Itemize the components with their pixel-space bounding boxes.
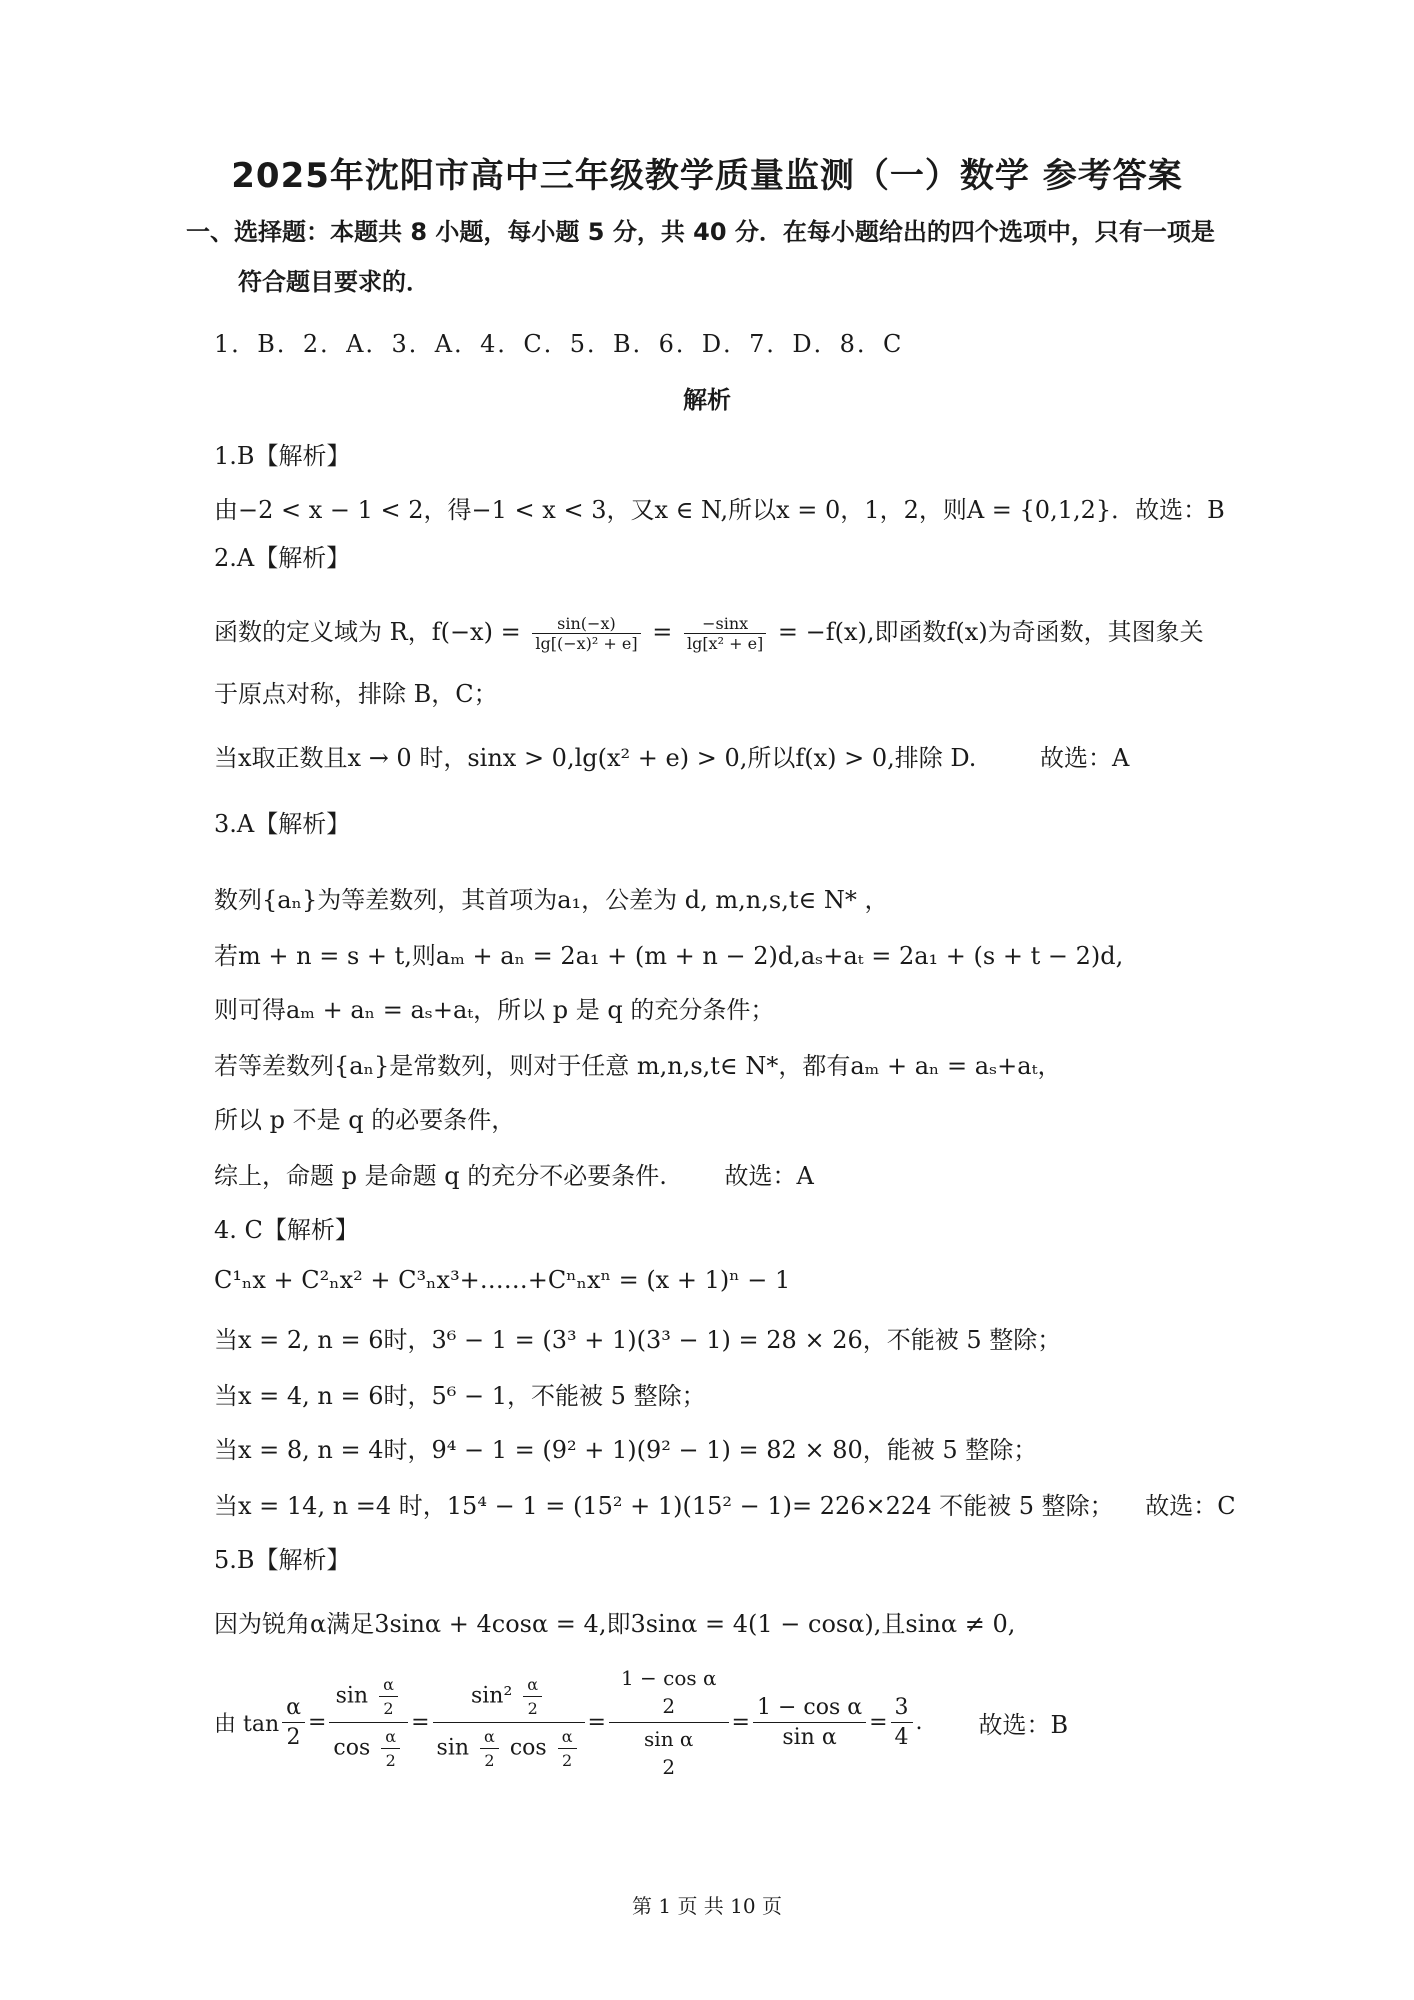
q4-label: 4. C【解析】 [214, 1216, 359, 1244]
q5-eq: = [869, 1710, 888, 1735]
q4-line: C¹ₙx + C²ₙx² + C³ₙx³+……+Cⁿₙxⁿ = (x + 1)ⁿ − 1 [214, 1266, 791, 1294]
q5-inner-frac [617, 1664, 721, 1720]
page-footer: 第 1 页 共 10 页 [632, 1894, 782, 1918]
q5-alpha: α [558, 1725, 577, 1749]
q3-conclusion: 综上，命题 p 是命题 q 的充分不必要条件. [214, 1162, 667, 1190]
q5-frac-result [891, 1693, 913, 1752]
q5-num [329, 1671, 408, 1723]
q4-line: 当x = 2, n = 6时，3⁶ − 1 = (3³ + 1)(3³ − 1) = 28 × 26，不能被 5 整除； [214, 1326, 1062, 1354]
section-heading-line1: 一、选择题：本题共 8 小题，每小题 5 分，共 40 分．在每小题给出的四个选项中，只有一项是 [186, 218, 1215, 246]
q5-inner-frac [480, 1725, 499, 1772]
q3-answer: 故选：A [724, 1162, 814, 1190]
q5-den: 2 [286, 1725, 301, 1750]
q2-frac2-denominator: lg[x² + e] [686, 634, 764, 653]
q5-frac-sin2 [433, 1671, 585, 1774]
q2-equals: = [652, 618, 673, 646]
q4-line: 当x = 4, n = 6时，5⁶ − 1，不能被 5 整除； [214, 1382, 706, 1410]
q5-cos: cos [333, 1735, 371, 1761]
q2-line2: 于原点对称，排除 B，C； [214, 680, 498, 708]
q5-den [329, 1723, 408, 1774]
q5-num: 1 − cos α [753, 1693, 866, 1723]
q4-line: 当x = 8, n = 4时，9⁴ − 1 = (9² + 1)(9² − 1) = 82 × 80，能被 5 整除； [214, 1436, 1038, 1464]
q5-two: 2 [527, 1699, 538, 1718]
q2-answer: 故选：A [1040, 744, 1130, 772]
q5-frac-sin-over-cos [329, 1671, 408, 1774]
q5-sin: sin [335, 1683, 369, 1709]
q5-eq: = [587, 1710, 606, 1735]
q2-line3-text: 当x取正数且x → 0 时，sinx > 0,lg(x² + e) > 0,所以f(x) > 0,排除 D. [214, 744, 977, 772]
page-title: 2025年沈阳市高中三年级教学质量监测（一）数学 参考答案 [231, 156, 1183, 196]
q4-line-final [214, 1486, 1236, 1521]
q5-alpha: α [379, 1673, 398, 1697]
q5-inner-frac [381, 1725, 400, 1772]
q5-den [433, 1723, 585, 1774]
q5-two: 2 [383, 1699, 394, 1718]
q2-line1-pre: 函数的定义域为 R，f(−x) = [214, 618, 521, 646]
q2-fraction-2 [684, 614, 766, 653]
q3-line-final [214, 1156, 814, 1191]
q5-inner-frac [640, 1725, 697, 1781]
q2-line1-post: = −f(x),即函数f(x)为奇函数，其图象关 [777, 618, 1204, 646]
q5-num: 3 [891, 1693, 913, 1723]
q5-den: sin α [782, 1725, 837, 1750]
q2-frac1-numerator: sin(−x) [532, 614, 640, 634]
q3-line: 则可得aₘ + aₙ = aₛ+aₜ，所以 p 是 q 的充分条件； [214, 996, 775, 1024]
q2-frac2-numerator: −sinx [684, 614, 766, 634]
q5-two: 2 [385, 1751, 396, 1770]
q5-line1: 因为锐角α满足3sinα + 4cosα = 4,即3sinα = 4(1 − cosα),且sinα ≠ 0, [214, 1610, 1016, 1638]
q5-two: 2 [662, 1694, 676, 1718]
q5-eq: = [307, 1710, 327, 1735]
q5-alpha: α [381, 1725, 400, 1749]
q4-line-5: 当x = 14, n =4 时，15⁴ − 1 = (15² + 1)(15² − 1)= 226×224 不能被 5 整除； [214, 1492, 1114, 1520]
q5-frac-compound [609, 1662, 729, 1783]
q5-frac-alpha-half [282, 1693, 305, 1752]
q5-frac-simplified [753, 1693, 866, 1752]
q5-eq: = [731, 1710, 750, 1735]
q5-two: 2 [562, 1751, 573, 1770]
q4-answer: 故选：C [1145, 1492, 1236, 1520]
q5-two: 2 [484, 1751, 495, 1770]
q5-num [609, 1662, 729, 1723]
q5-sin: sin [436, 1735, 470, 1761]
q2-frac1-denominator: lg[(−x)² + e] [535, 634, 638, 653]
q5-inner-frac [558, 1725, 577, 1772]
q3-line: 所以 p 不是 q 的必要条件， [214, 1106, 516, 1134]
q5-inner-frac [379, 1673, 398, 1720]
q5-alpha: α [523, 1673, 542, 1697]
q5-sin2: sin² [470, 1683, 513, 1709]
q5-cos: cos [509, 1735, 547, 1761]
q2-line1 [214, 612, 1204, 653]
q5-den: 4 [894, 1725, 909, 1750]
section-heading-line2: 符合题目要求的． [238, 268, 430, 296]
q5-sin-alpha: sin α [644, 1727, 694, 1751]
q5-inner-frac [523, 1673, 542, 1720]
q3-label: 3.A【解析】 [214, 810, 351, 838]
q5-answer: 故选：B [978, 1711, 1069, 1739]
answer-key: 1．B．2．A．3．A．4．C．5．B．6．D．7．D．8．C [214, 330, 904, 358]
q5-den [609, 1723, 729, 1783]
q5-num [433, 1671, 585, 1723]
q3-line: 数列{aₙ}为等差数列，其首项为a₁，公差为 d, m,n,s,t∈ N* ， [214, 886, 889, 914]
q3-line: 若等差数列{aₙ}是常数列，则对于任意 m,n,s,t∈ N*，都有aₘ + aₙ = aₛ+aₜ， [214, 1052, 1062, 1080]
q5-period: . [915, 1710, 923, 1735]
q5-prefix: 由 tan [214, 1712, 280, 1737]
q5-num: α [282, 1693, 305, 1723]
q5-eq: = [411, 1710, 430, 1735]
q3-line: 若m + n = s + t,则aₘ + aₙ = 2a₁ + (m + n − 2)d,aₛ+aₜ = 2a₁ + (s + t − 2)d, [214, 942, 1124, 970]
q5-alpha: α [480, 1725, 499, 1749]
q2-label: 2.A【解析】 [214, 544, 351, 572]
q5-two: 2 [662, 1755, 676, 1779]
q2-fraction-1 [532, 614, 640, 653]
q1-label: 1.B【解析】 [214, 442, 351, 470]
q2-line3 [214, 738, 1129, 773]
q5-label: 5.B【解析】 [214, 1546, 351, 1574]
analysis-title: 解析 [683, 386, 731, 414]
q5-derivation [214, 1662, 1068, 1783]
q5-one-minus-cos: 1 − cos α [620, 1666, 717, 1690]
q1-text: 由−2 < x − 1 < 2，得−1 < x < 3，又x ∈ N,所以x = 0，1，2，则A = {0,1,2}．故选：B [214, 496, 1225, 524]
